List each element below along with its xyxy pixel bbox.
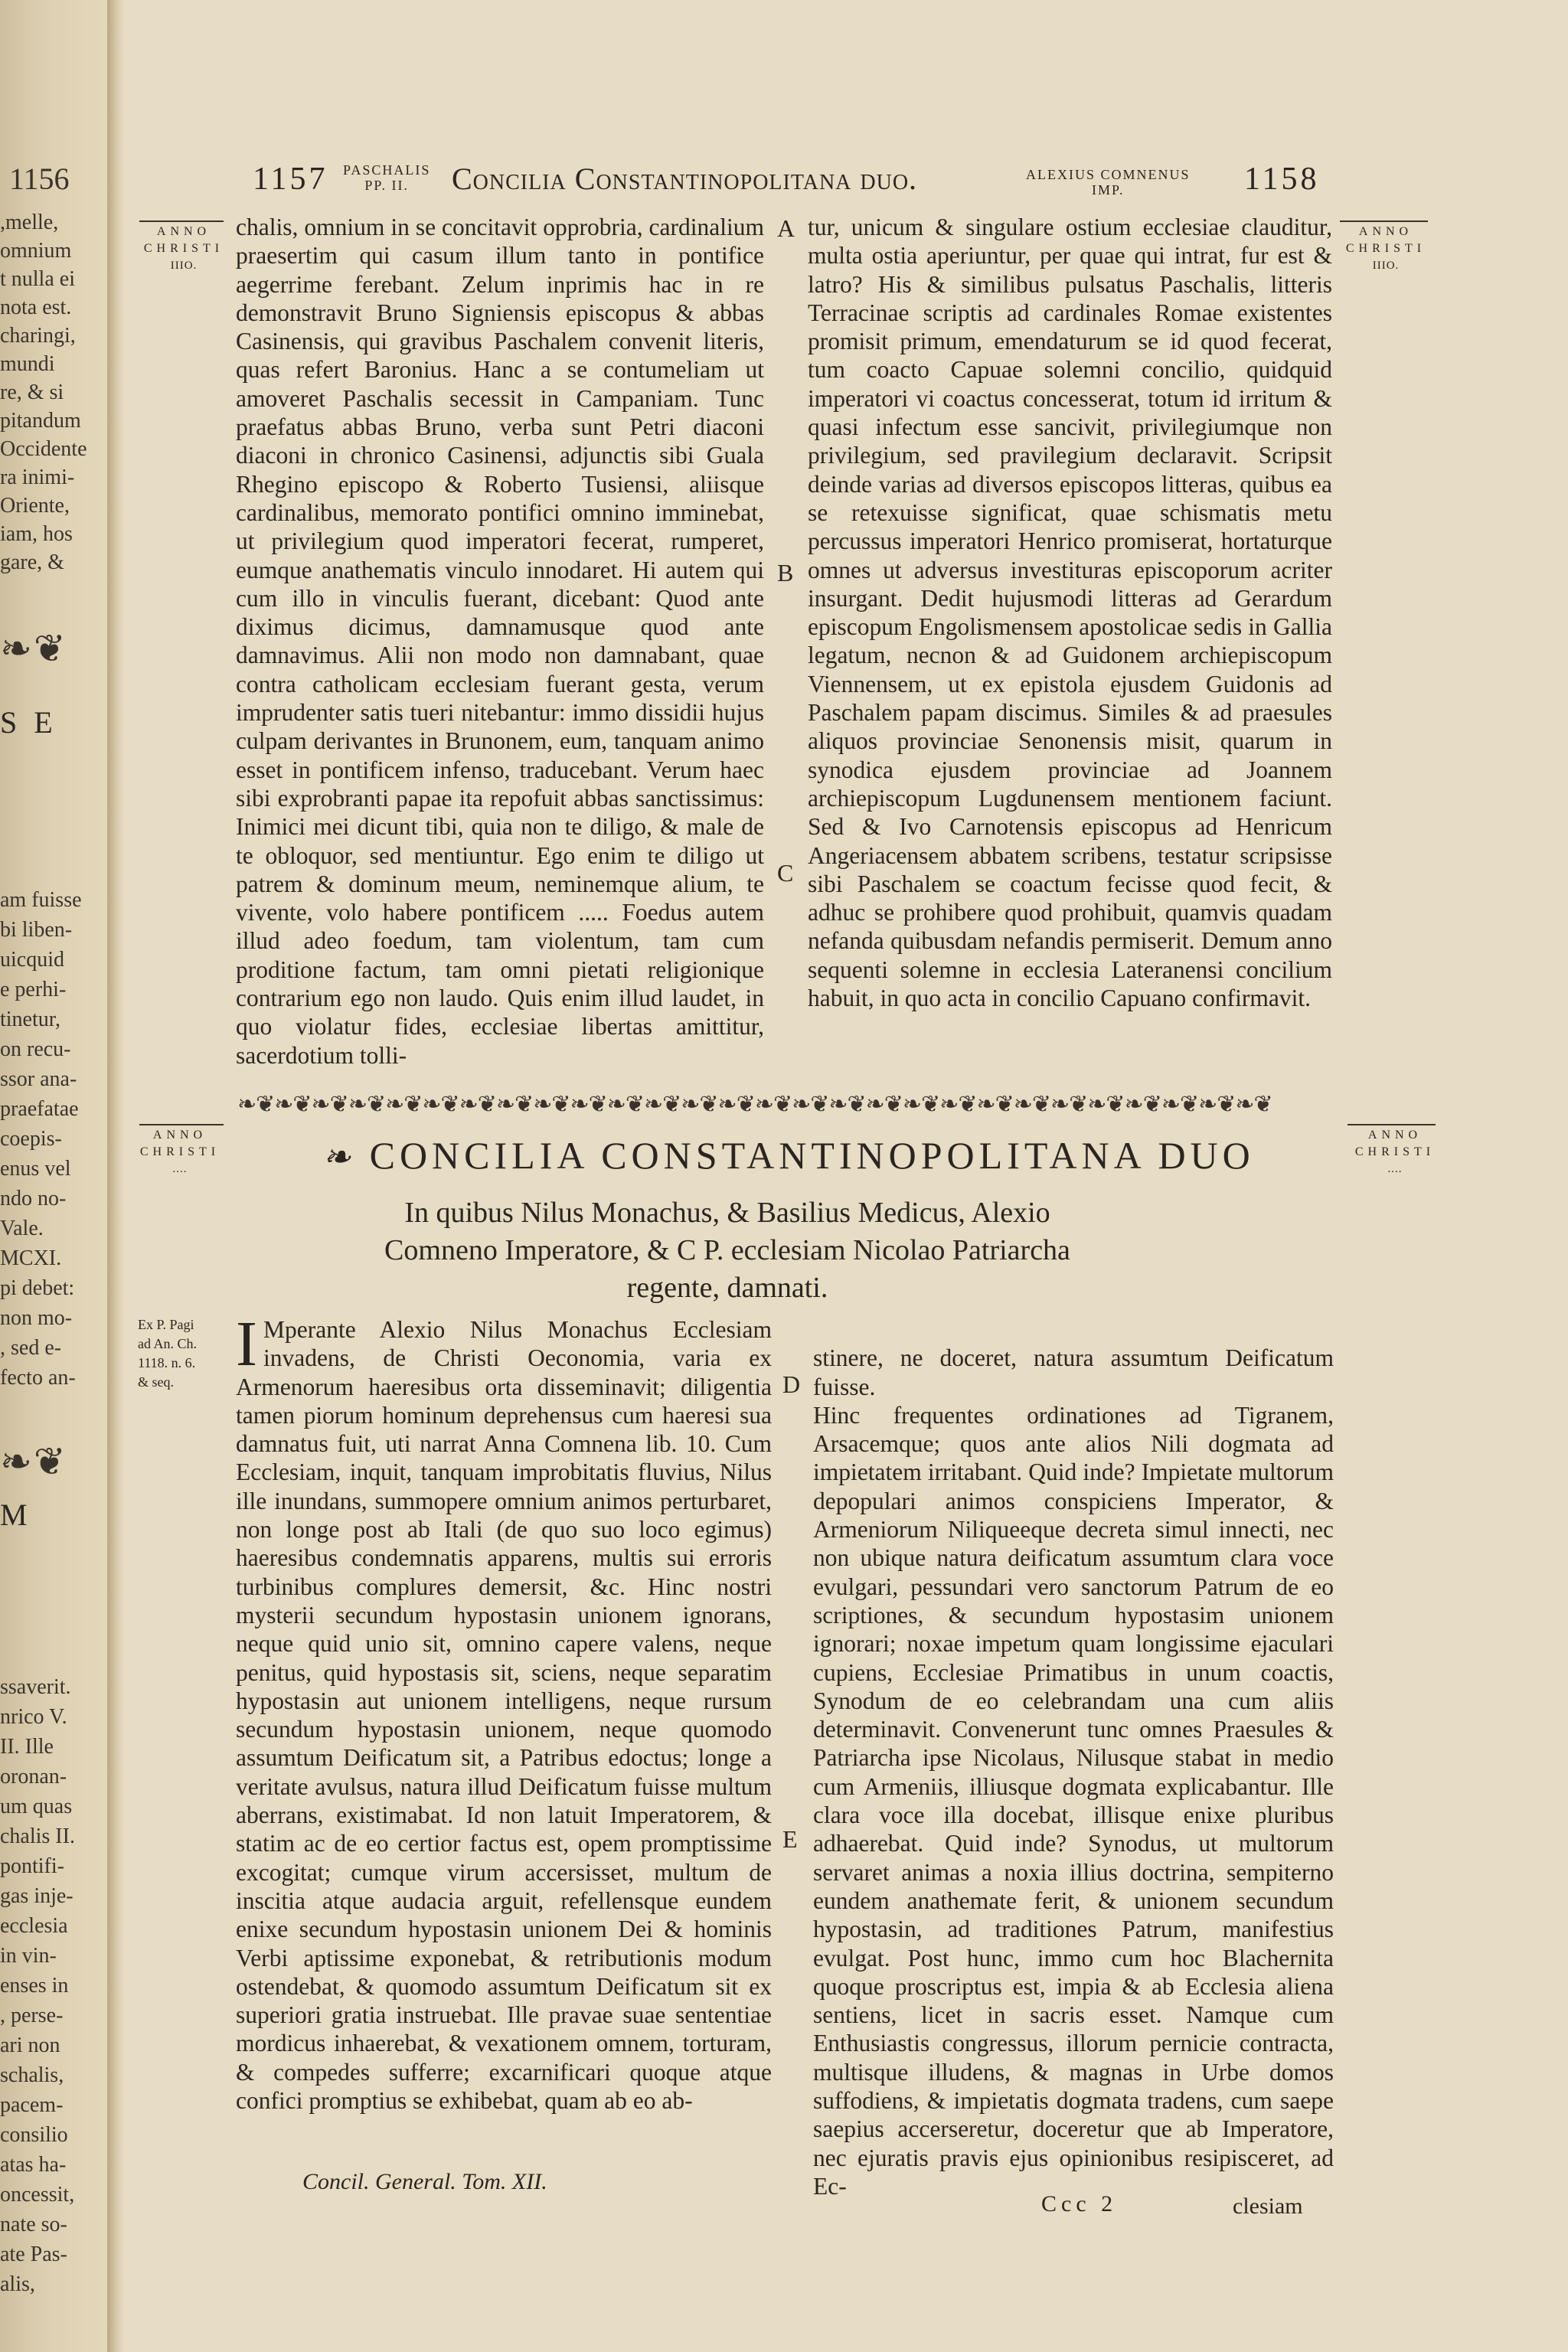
- previous-page-line: nrico V.: [0, 1705, 67, 1729]
- anno-rule: [139, 1124, 224, 1125]
- previous-page-heading: S E: [0, 705, 57, 740]
- previous-page-line: tinetur,: [0, 1008, 60, 1031]
- previous-page-line: e perhi-: [0, 978, 67, 1001]
- previous-page-line: atas ha-: [0, 2153, 67, 2177]
- previous-page-line: nota est.: [0, 296, 72, 319]
- previous-page-line: pacem-: [0, 2093, 64, 2117]
- previous-page-line: gas inje-: [0, 1884, 74, 1908]
- previous-page-line: enus vel: [0, 1157, 71, 1181]
- anno-christi-right: [1332, 224, 1439, 274]
- footer-volume-text: Concil. General. Tom. XII.: [302, 2169, 547, 2194]
- previous-page-line: non mo-: [0, 1306, 73, 1330]
- ornament-icon: ❧❦: [0, 627, 67, 670]
- previous-page-line: am fuisse: [0, 888, 82, 912]
- text-column-right-top: [808, 213, 1332, 1012]
- previous-page-line: MCXI.: [0, 1246, 62, 1270]
- section-marker: D: [782, 1370, 801, 1398]
- previous-page-line: pi debet:: [0, 1276, 75, 1300]
- previous-page-line: um quas: [0, 1795, 73, 1818]
- flourish-icon: ❧: [322, 1138, 356, 1176]
- previous-page-line: omnium: [0, 239, 72, 263]
- paragraph: tur, unicum & singulare ostium ecclesiae clauditur, multa ostia aperiuntur, per quae qui intrat, fur est & latro? His & similibus pulsatus Paschalis, litteris Terracinae scriptis ad cardinales Romae existentes promisit primum, emendaturum se id quod fecerat, tum coacto Capuae solemni concilio, quidquid imperatori vi coactus concesserat, totum id irritum & quasi infectum esse sancivit, privilegiumque non privilegium, sed pravilegium declaravit. Scripsit deinde varias ad diversos episcopos litteras, quibus ea se retexuisse significat, quae schismatis metu percussus imperatori Henrico promiserat, hortaturque omnes ut adversus investituras episcoporum acriter insurgant. Dedit hujusmodi litteras ad Gerardum episcopum Engolismensem apostolicae sedis in Gallia legatum, necnon & ad Guidonem archiepiscopum Viennensem, ut ex epistola ejusdem Guidonis ad Paschalem papam discimus. Similes & ad praesules aliquos provinciae Senonensis misit, quarum in synodica ejusdem provinciae ad Joannem archiepiscopum Lugdunensem mentionem faciunt. Sed & Ivo Carnotensis episcopus ad Henricum Angeriacensem abbatem scribens, testatur scripsisse sibi Paschalem se coactum fecisse quod fecit, & adhuc se prohibere quod prohibuit, quamvis quadam nefanda quibusdam nefandis permiserit. Demum anno sequenti solemne in ecclesia Lateranensi concilium habuit, in quo acta in concilio Capuano confirmavit.: [808, 214, 1332, 1012]
- previous-page-line: gare, &: [0, 550, 64, 574]
- anno-christi-left-mid: [130, 1127, 230, 1178]
- section-marker: B: [777, 559, 794, 586]
- paragraph: chalis, omnium in se concitavit opprobria, cardinalium praesertim qui casum illum tanto in pontifice aegerrime ferebant. Zelum inprimis hac in re demonstravit Bruno Signiensis episcopus & abbas Casinensis, qui gravibus Paschalem convenit literis, quas refert Baronius. Hanc a se contumeliam ut amoveret Paschalis secessit in Campaniam. Tunc praefatus abbas Bruno, verba sunt Petri diaconi diaconi in chronico Casinensi, adjunctis sibi Guala Rhegino episcopo & Roberto Tusiensi, aliisque cardinalibus, memorato pontifici omnino imminebat, ut privilegium quod imperatori fecerat, rumperet, eumque anathematis vinculo innodaret. Hi autem qui cum illo in vinculis fuerant, dicebant: Quod ante diximus dicimus, damnamusque quod ante damnavimus. Alii non modo non damnabant, quae contra catholicam ecclesiam fuerant gesta, verum imprudenter satis tueri nitebantur: immo dissidii hujus culpam derivantes in Brunonem, eum, tanquam animo esset in pontificem infenso, traducebant. Verum haec sibi exprobranti papae ita repofuit abbas sanctissimus: Inimici mei dicunt tibi, quia non te diligo, & male de te obloquor, sed mentiuntur. Ego enim te diligo ut patrem & dominum meum, neminemque alium, te vivente, volo habere pontificem ..... Foedus autem illud adeo foedum, tam violentum, tam cum proditione factum, tam omni pietati religionique contrarium ego non laudo. Quis enim illud laudet, in quo violatur fides, ecclesiae libertas amittitur, sacerdotium tolli-: [236, 214, 764, 1069]
- previous-page-line: coepis-: [0, 1127, 62, 1151]
- section-title-text: CONCILIA CONSTANTINOPOLITANA DUO: [369, 1134, 1255, 1177]
- previous-page-line: charingi,: [0, 324, 76, 348]
- anno-year: IIIO.: [1372, 260, 1400, 272]
- previous-page-line: schalis,: [0, 2063, 64, 2087]
- anno-label: ANNO CHRISTI: [143, 225, 224, 255]
- previous-page-line: ari non: [0, 2034, 60, 2057]
- previous-page-line: oncessit,: [0, 2183, 75, 2207]
- margin-source-note: Ex P. Pagi ad An. Ch. 1118. n. 6. & seq.: [138, 1317, 198, 1390]
- previous-page-line: oronan-: [0, 1765, 67, 1788]
- previous-page-line: ecclesia: [0, 1914, 68, 1938]
- previous-page-line: Occidente: [0, 437, 87, 461]
- section-marker: E: [782, 1825, 798, 1853]
- previous-page-line: ,melle,: [0, 211, 59, 234]
- page-number-left: 1157: [253, 162, 328, 197]
- previous-page-line: ssaverit.: [0, 1675, 71, 1699]
- section-marker: A: [777, 214, 795, 242]
- anno-year: ....: [172, 1163, 188, 1175]
- anno-rule: [1340, 220, 1428, 222]
- decorative-band: ❧❦❧❦❧❦❧❦❧❦❧❦❧❦❧❦❧❦❧❦❧❦❧❦❧❦❧❦❧❦❧❦❧❦❧❦❧❦❧❦❧❦❧❦❧❦❧❦❧❦❧❦❧❦❧❦: [237, 1092, 1272, 1117]
- previous-page-line: ssor ana-: [0, 1067, 77, 1091]
- text-column-left-top: [236, 213, 764, 1070]
- paragraph: stinere, ne doceret, natura assumtum Deificatum fuisse. Hinc frequentes ordinationes ad Tigranem, Arsacemque; quos ante alios Nili dogmata ad impietatem irritabant. Quid inde? Impietate multorum depopulari animos conspiciens Imperator, & Armeniorum Niliqueeque decreta simul innecti, nec non ubique natura deificatum assumtum clara voce evulgari, pessundari vero sanctorum Patrum de eo scriptiones, & secundum hypostasim unionem ignorari; noxae impetum quam longissime ejaculari cupiens, Ecclesiae Primatibus in unum coactis, Synodum de eo celebrandam una cum aliis determinavit. Convenerunt tunc omnes Praesules & Patriarcha ipse Nicolaus, Nilusque stabat in medio cum Armeniis, illiusque dogmata explicabantur. Ille clara voce illa docebat, illisque enixe pluribus adhaerebat. Quid inde? Synodus, ut multorum servaret animas a noxia illius doctrina, sempiterno eundem anathemate ferit, & unionem secundum hypostasin, ad traditiones Patrum, manifestius evulgat. Post hunc, immo cum hoc Blachernita quoque proscriptus est, impia & ab Ecclesia aliena sentiens, licet in sacris esset. Namque cum Enthusiastis congressus, illorum pernicie contracta, multisque illudens, & magnas in Urbe domos suffodiens, & impietatis dogmata tradens, cum saepe saepius accerseretur, doceretur que ab Imperatore, nec ejuratis pravis ejus opinionibus resipisceret, ad Ec-: [813, 1344, 1334, 2200]
- text-column-right-bottom: [813, 1315, 1334, 2230]
- previous-page-line: chalis II.: [0, 1824, 75, 1848]
- anno-rule: [139, 220, 224, 222]
- section-title: [253, 1133, 1325, 1178]
- anno-label: ANNO CHRISTI: [139, 1129, 220, 1158]
- previous-page-line: iam, hos: [0, 522, 73, 546]
- previous-page-strip: [0, 0, 115, 2352]
- section-marker: C: [777, 859, 794, 887]
- previous-page-line: , sed e-: [0, 1336, 62, 1360]
- previous-page-line: pitandum: [0, 409, 81, 433]
- previous-page-line: alis,: [0, 2272, 35, 2296]
- anno-year: ....: [1387, 1163, 1403, 1175]
- previous-page-line: ra inimi-: [0, 466, 75, 489]
- previous-page-line: Oriente,: [0, 494, 70, 518]
- header-emperor-label: ALEXIUS COMNENUS IMP.: [1026, 167, 1191, 198]
- anno-label: ANNO CHRISTI: [1354, 1129, 1436, 1158]
- previous-page-line: fecto an-: [0, 1366, 76, 1390]
- previous-page-line: II. Ille: [0, 1735, 54, 1759]
- paragraph: Mperante Alexio Nilus Monachus Ecclesiam invadens, de Christi Oeconomia, varia ex Armenorum haeresibus orta disseminavit; diligentia tamen piorum hominum deprehensus cum haeresi sua damnatus fuit, uti narrat Anna Comnena lib. 10. Cum Ecclesiam, inquit, tanquam improbitatis fluvius, Nilus ille inundans, summopere omnium animos perturbaret, non longe post ab Itali (de quo suo loco egimus) haeresibus condemnatis apparens, multis sui erroris turbinibus complures demersit, &c. Hinc nostri mysterii secundum hypostasin unionem ignorans, neque quid unio sit, omnino capere valens, neque penitus, quid hypostasis sit, sciens, neque separatim hypostasin aut unionem intelligens, neque rursum secundum hypostasin unionem, neque quomodo assumtum Deificatum sit, a Patribus edoctus; longe a veritate avulsus, natura illud Deificatum fuisse multum aberrans, existimabat. Id non latuit Imperatorem, & statim ac de eo certior factus est, opem promptissime excogitat; cumque virum accersisset, multum de inscitia atque audacia arguit, refellensque eundem enixe secundum hypostasin unionem Dei & hominis Verbi aptissime exponebat, & retributionis modum ostendebat, & quomodo assumtum Deificatum sit ex superiori gratia instruebat. Ille pravae suae sententiae mordicus inhaerebat, & vexationem omnem, torturam, & compedes sufferre; excarnificari quoque atque confici promptius se exhibebat, quam ab eo ab-: [236, 1316, 772, 2115]
- previous-page-line: Vale.: [0, 1217, 44, 1240]
- previous-page-line: re, & si: [0, 381, 64, 404]
- previous-page-line: uicquid: [0, 948, 64, 972]
- previous-page-line: praefatae: [0, 1097, 79, 1121]
- footer-volume: [302, 2169, 547, 2195]
- previous-page-line: bi liben-: [0, 918, 73, 942]
- text-column-left-bottom: [236, 1308, 772, 2115]
- catchword: clesiam: [1233, 2194, 1303, 2219]
- drop-cap: I: [236, 1308, 257, 1380]
- section-subtitle: In quibus Nilus Monachus, & Basilius Medicus, Alexio Comneno Imperatore, & C P. ecclesiam Nicolao Patriarcha regente, damnati.: [384, 1197, 1070, 1304]
- previous-page-line: ate Pas-: [0, 2243, 67, 2266]
- previous-page-line: nate so-: [0, 2213, 67, 2236]
- previous-page-line: ndo no-: [0, 1187, 67, 1210]
- previous-page-line: t nulla ei: [0, 267, 75, 291]
- previous-page-line: , perse-: [0, 2004, 64, 2027]
- page-number-right: 1158: [1244, 162, 1320, 197]
- anno-year: IIIO.: [170, 260, 198, 272]
- previous-page-number: 1156: [9, 162, 70, 196]
- anno-christi-right-mid: [1341, 1127, 1449, 1178]
- previous-page-line: in vin-: [0, 1944, 57, 1968]
- anno-rule: [1348, 1124, 1436, 1125]
- previous-page-line: mundi: [0, 352, 55, 376]
- anno-label: ANNO CHRISTI: [1345, 225, 1426, 255]
- previous-page-line: consilio: [0, 2123, 68, 2147]
- previous-page-line: enses in: [0, 1974, 69, 1998]
- anno-christi-left: [135, 224, 233, 274]
- previous-page-line: pontifi-: [0, 1854, 64, 1878]
- header-pope-label: PASCHALIS PP. II.: [343, 162, 431, 193]
- ornament-icon: ❧❦: [0, 1440, 67, 1483]
- book-gutter: [107, 0, 124, 2352]
- previous-page-line: on recu-: [0, 1037, 71, 1061]
- signature-mark: Ccc 2: [1041, 2191, 1118, 2216]
- previous-page-heading: M: [0, 1498, 32, 1532]
- running-title: Concilia Constantinopolitana duo.: [452, 162, 918, 196]
